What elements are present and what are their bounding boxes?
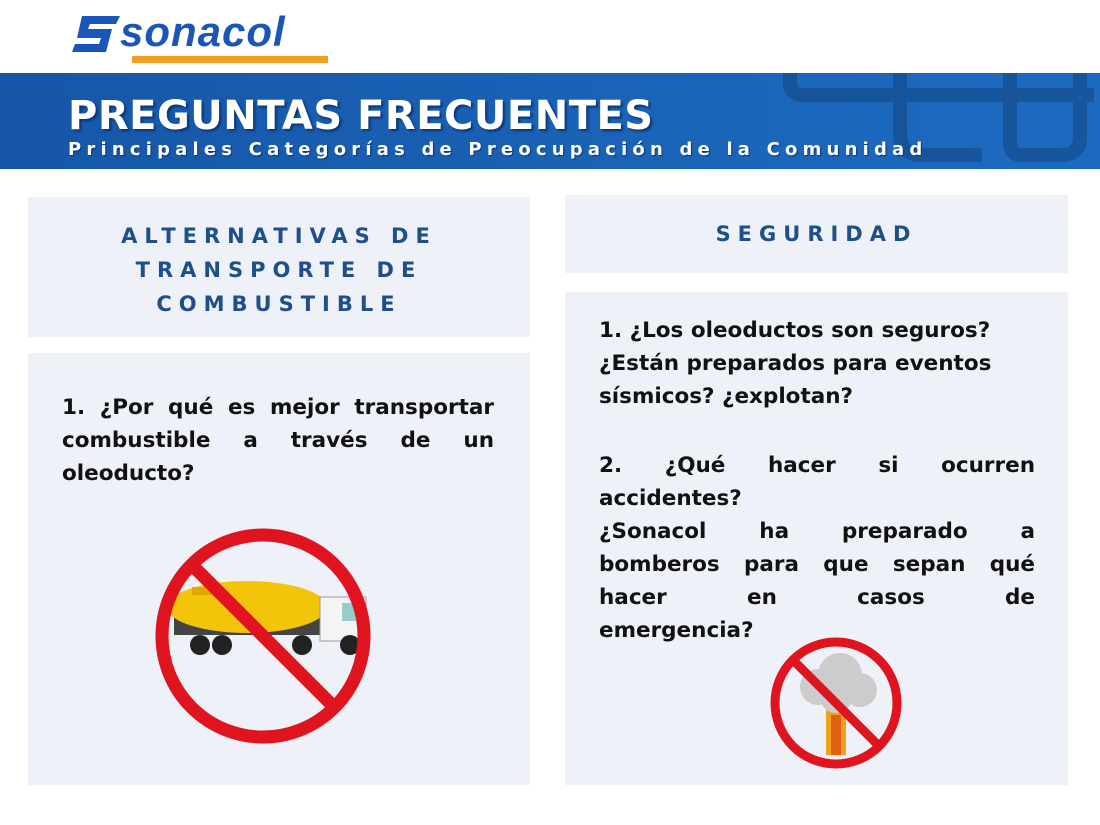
right-category-header [565, 195, 1068, 273]
left-category-header [28, 197, 530, 337]
right-header: SEGURIDAD [715, 222, 918, 246]
left-question-panel [28, 353, 530, 785]
question-line: ¿Sonacol ha preparado a [599, 519, 1035, 544]
question-line: 2. ¿Qué hacer si ocurren [599, 453, 1035, 478]
right-question-panel [565, 292, 1068, 785]
sonacol-logo [72, 8, 334, 60]
left-header-line: ALTERNATIVAS DE [121, 224, 437, 248]
question-line: accidentes? [599, 486, 742, 511]
question-line: ¿Están preparados para eventos [599, 351, 992, 376]
question-line: oleoducto? [62, 461, 195, 486]
logo-tagline-bar [132, 56, 328, 63]
question-line: combustible a través de un [62, 428, 494, 453]
question-line: emergencia? [599, 618, 754, 643]
question-line: hacer en casos de [599, 585, 1035, 610]
no-fuel-truck-icon [152, 525, 374, 747]
left-header-line: COMBUSTIBLE [156, 292, 402, 316]
page-title: PREGUNTAS FRECUENTES [68, 93, 654, 139]
left-header-line: TRANSPORTE DE [135, 258, 423, 282]
question-line: bomberos para que sepan qué [599, 552, 1035, 577]
page-subtitle: Principales Categorías de Preocupación de la Comunidad [68, 139, 928, 160]
question-line: sísmicos? ¿explotan? [599, 384, 854, 409]
title-banner [0, 73, 1100, 169]
no-explosion-icon [768, 635, 904, 771]
logo-s-mark-icon [72, 16, 120, 52]
question-line: 1. ¿Por qué es mejor transportar [62, 395, 494, 420]
question-line: 1. ¿Los oleoductos son seguros? [599, 318, 991, 343]
logo-text: sonacol [120, 8, 286, 55]
